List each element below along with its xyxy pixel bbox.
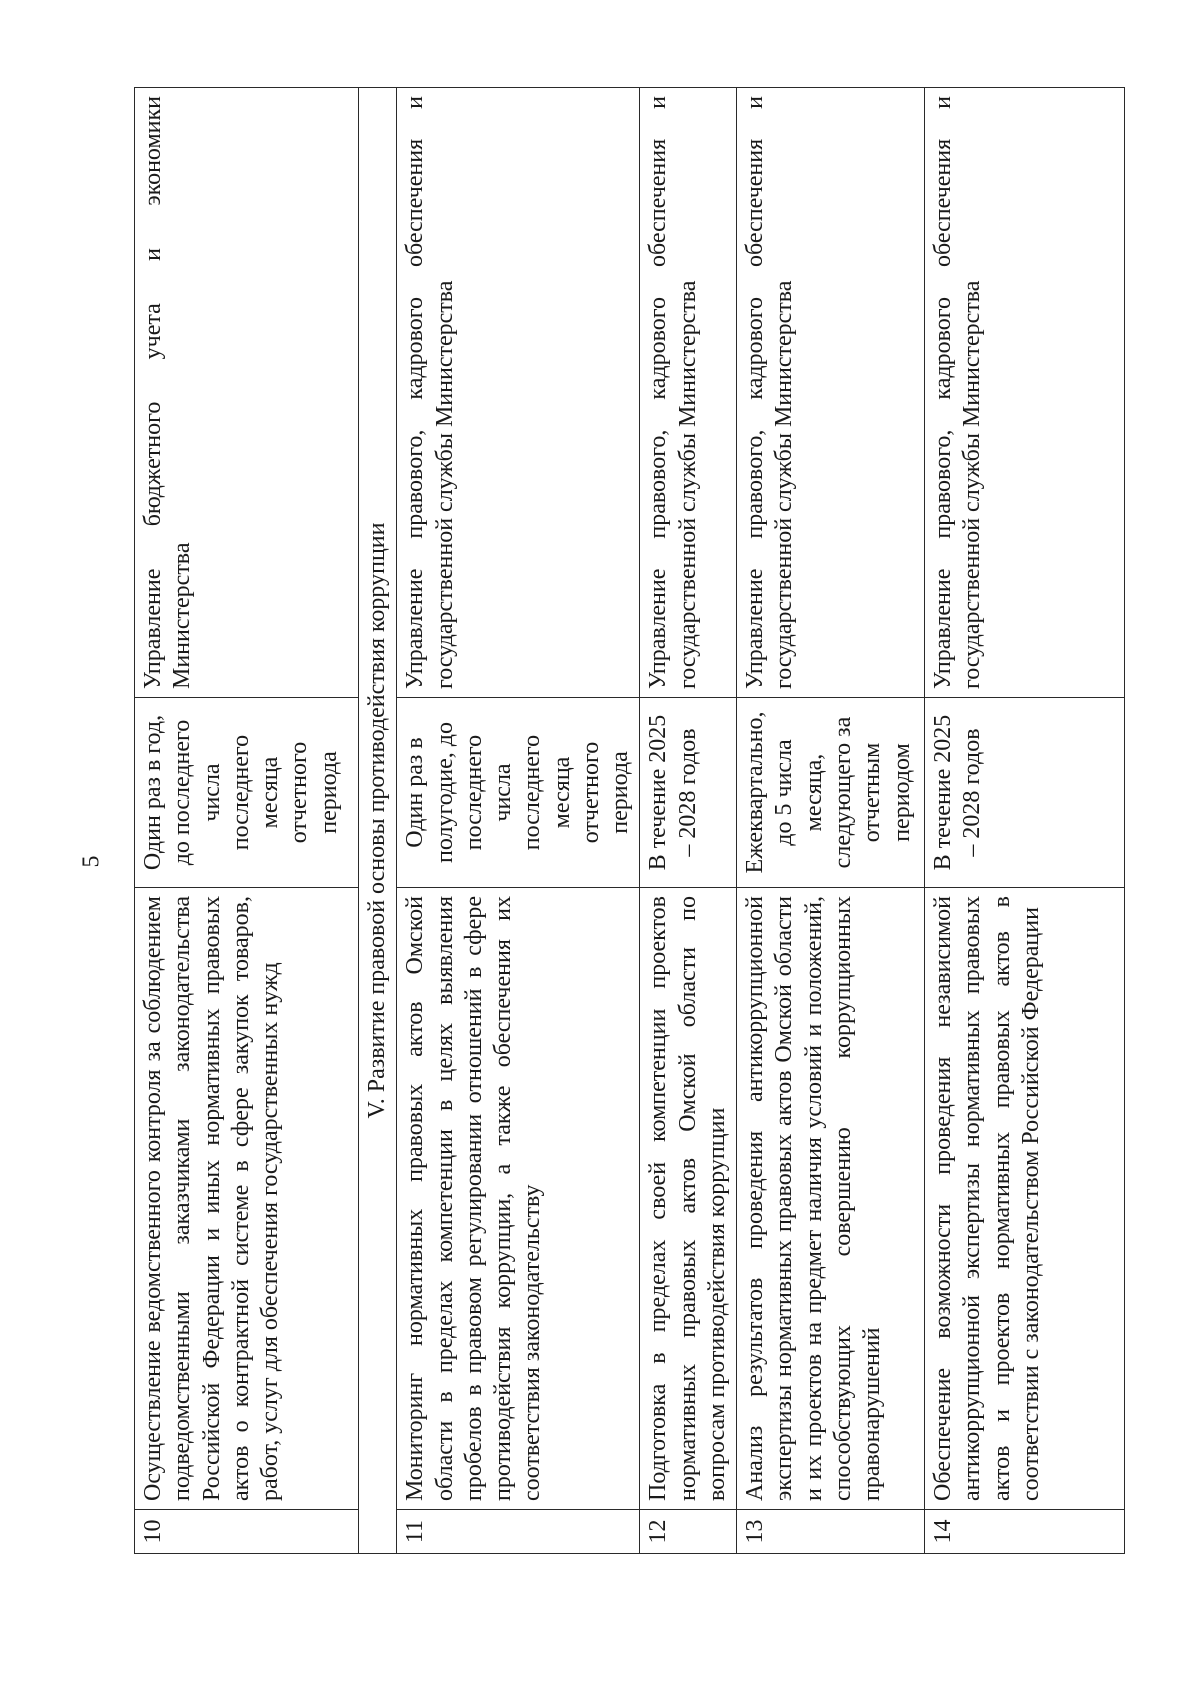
row-number: 10: [135, 1510, 359, 1554]
table-row: [925, 88, 1125, 1554]
activity-cell: Обеспечение возможности проведения независимой антикоррупционной экспертизы нормативных правовых актов и проектов нормативных правовых актов в соответствии с законодательством Российской Федерации: [925, 888, 1125, 1510]
page-number: 5: [78, 855, 105, 868]
action-plan-table: [134, 87, 1125, 1554]
activity-cell: Анализ результатов проведения антикоррупционной экспертизы нормативных правовых актов Омской области и их проектов на предмет наличия условий и положений, способствующих совершению коррупционных правонарушений: [737, 888, 925, 1510]
row-number: 12: [640, 1510, 737, 1554]
row-number: 14: [925, 1510, 1125, 1554]
term-cell: Один раз в год, до последнего числа последнего месяца отчетного периода: [135, 698, 359, 888]
row-number: 11: [397, 1510, 640, 1554]
term-cell: Ежеквартально, до 5 числа месяца, следующего за отчетным периодом: [737, 698, 925, 888]
responsible-cell: Управление правового, кадрового обеспечения и государственной службы Министерства: [640, 88, 737, 698]
table-row: [737, 88, 925, 1554]
rotated-content: [134, 88, 1058, 1554]
table-row: [397, 88, 640, 1554]
section-header-row: [359, 88, 397, 1554]
responsible-cell: Управление бюджетного учета и экономики Министерства: [135, 88, 359, 698]
activity-cell: Мониторинг нормативных правовых актов Омской области в пределах компетенции в целях выявления пробелов в правовом регулировании отношений в сфере противодействия коррупции, а также обеспечения их соответствия законодательству: [397, 888, 640, 1510]
table-row: [135, 88, 359, 1554]
term-cell: Один раз в полугодие, до последнего числа последнего месяца отчетного периода: [397, 698, 640, 888]
activity-cell: Подготовка в пределах своей компетенции проектов нормативных правовых актов Омской области по вопросам противодействия коррупции: [640, 888, 737, 1510]
term-cell: В течение 2025 – 2028 годов: [640, 698, 737, 888]
responsible-cell: Управление правового, кадрового обеспечения и государственной службы Министерства: [925, 88, 1125, 698]
table-row: [640, 88, 737, 1554]
responsible-cell: Управление правового, кадрового обеспечения и государственной службы Министерства: [737, 88, 925, 698]
row-number: 13: [737, 1510, 925, 1554]
responsible-cell: Управление правового, кадрового обеспечения и государственной службы Министерства: [397, 88, 640, 698]
section-title: V. Развитие правовой основы противодействия коррупции: [359, 88, 397, 1554]
term-cell: В течение 2025 – 2028 годов: [925, 698, 1125, 888]
activity-cell: Осуществление ведомственного контроля за соблюдением подведомственными заказчиками законодательства Российской Федерации и иных нормативных правовых актов о контрактной системе в сфере закупок товаров, работ, услуг для обеспечения государственных нужд: [135, 888, 359, 1510]
